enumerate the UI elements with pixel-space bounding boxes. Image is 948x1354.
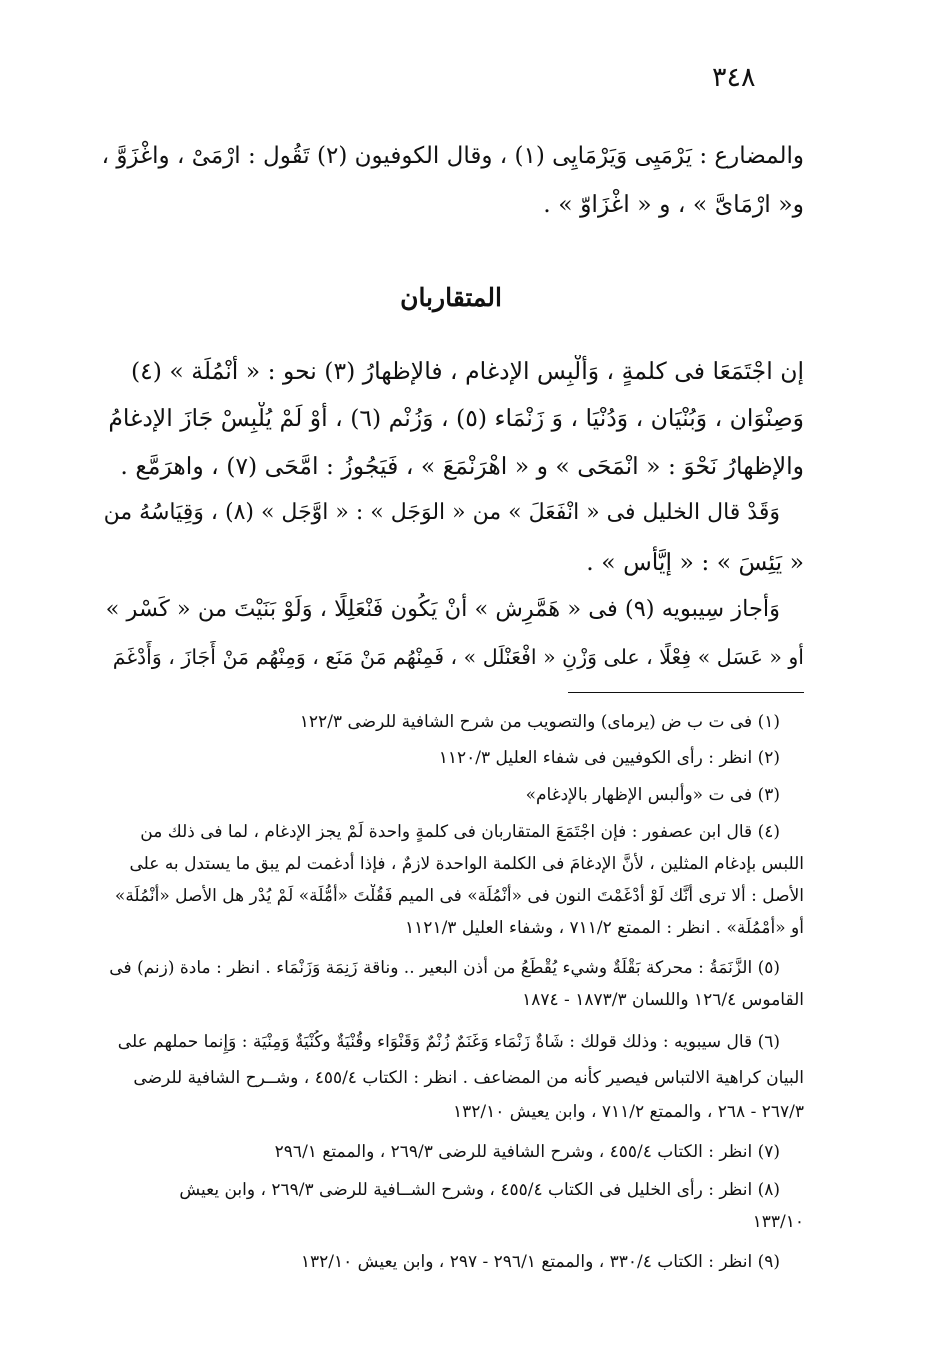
footnote-5-line-2: القاموس ١٢٦/٤ واللسان ١٨٧٣/٣ - ١٨٧٤: [522, 990, 804, 1010]
page-number: ٣٤٨: [712, 62, 756, 93]
body-line-6: وَأَجاز سِيبويه (٩) فى « هَمَّرِش » أَنْ يَكُون فَنْعَلِلًا ، وَلَوْ بَنَيْتَ من « كَسْر »: [105, 596, 780, 622]
footnote-5-line-1: (٥) الزَّنَمَةُ : محركة بَقْلَةٌ وشيء يُقْطَعُ من أذن البعير .. وناقة زَنِمَة وَزَنْمَاء . انظر : مادة (زنم) فى: [109, 958, 780, 978]
body-line-5: « يَئِسَ » : « إيَّأَس » .: [586, 548, 804, 576]
intro-line-2: و« ارْمَاىَّ » ، و « اغْزَاوّ » .: [543, 190, 804, 218]
footnote-3: (٣) فى ت «وألبس الإظهار بالإدغام»: [525, 785, 780, 805]
body-line-4: وَقَدْ قال الخليل فى « انْفَعَلَ » من « الوَجَل » : « اوَّجَل » (٨) ، وَقِيَاسُهُ من: [103, 500, 780, 525]
footnote-6-line-3: ٢٦٧/٣ - ٢٦٨ ، والممتع ٧١١/٢ ، وابن يعيش ١٣٢/١٠: [453, 1102, 804, 1122]
footnote-divider: [568, 692, 804, 693]
footnote-6-line-2: البيان كراهية الالتباس فيصير كأنه من المضاعف . انظر : الكتاب ٤٥٥/٤ ، وشــرح الشافية للرضى: [133, 1068, 804, 1088]
section-title: المتقاربان: [400, 283, 502, 312]
body-line-3: والإظهارُ نَحْوَ : « انْمَحَى » و « اهْرَنْمَعَ » ، فَيَجُوزُ : امَّحَى (٧) ، واهرَمَّع .: [120, 452, 804, 480]
footnote-4-line-1: (٤) قال ابن عصفور : فإن اجْتَمَعَ المتقاربان فى كلمةٍ واحدة لَمْ يجز الإدغام ، لما فى ذلك من: [140, 822, 780, 842]
intro-line-1: والمضارع : يَرْمَيِى وَيَرْمَايِى (١) ، وقال الكوفيون (٢) تَقُول : ارْمَىْ ، واغْزَوَّ ،: [101, 143, 804, 169]
footnote-2: (٢) انظر : رأى الكوفيين فى شفاء العليل ١١٢٠/٣: [438, 748, 780, 768]
footnote-6-line-1: (٦) قال سيبويه : وذلك قولك : شَاةٌ زَنْمَاء وَغَنَمٌ زُنْمٌ وَقَنْوَاء وقُنْيَةٌ وكُنْيَةٌ وَمِنْيَة : وَإِنما حملهم على: [117, 1032, 780, 1052]
footnote-8-line-1: (٨) انظر : رأى الخليل فى الكتاب ٤٥٥/٤ ، وشرح الشــافية للرضى ٢٦٩/٣ ، وابن يعيش: [179, 1180, 780, 1200]
footnote-4-line-3: الأصل : ألا ترى أَنَّك لَوْ أَدْغَمْتَ النون فى «أُنْمُلَة» فى الميم فَقُلْتَ «أُمُّلَة» لَمْ يُدْر هل الأصل «أُنْمُلَة»: [114, 886, 804, 906]
footnote-7: (٧) انظر : الكتاب ٤٥٥/٤ ، وشرح الشافية للرضى ٢٦٩/٣ ، والممتع ٢٩٦/١: [274, 1142, 780, 1162]
body-line-1: إن اجْتَمَعَا فى كلمةٍ ، وَأُلْبِس الإدغام ، فالإظهارُ (٣) نحو : « أُنْمُلَة » (٤): [130, 357, 804, 385]
footnote-8-line-2: ١٣٣/١٠: [752, 1212, 804, 1232]
body-line-2: وَصِنْوَان ، وَبُنْيَان ، وَدُنْيَا ، وَ زَنْمَاء (٥) ، وَزُنْم (٦) ، أَوْ لَمْ يُلْبِسْ جَازَ الإدغامُ: [108, 404, 804, 432]
footnote-1: (١) فى ت ب ض (يرماى) والتصويب من شرح الشافية للرضى ١٢٢/٣: [299, 712, 780, 732]
footnote-4-line-4: أو «أُمْمُلَة» . انظر : الممتع ٧١١/٢ ، وشفاء العليل ١١٢١/٣: [405, 918, 804, 938]
footnote-9: (٩) انظر : الكتاب ٣٣٠/٤ ، والممتع ٢٩٦/١ - ٢٩٧ ، وابن يعيش ١٣٢/١٠: [300, 1252, 780, 1272]
body-line-7: أو « عَسَل » فِعْلًا ، على وَزْنِ « افْعَنْلَل » ، فَمِنْهُم مَنْ مَنَع ، وَمِنْهُم مَنْ أَجَازَ ، وَأَدْغَمَ: [112, 645, 804, 669]
footnote-4-line-2: اللبس بإدغام المثلين ، لأنَّ الإدغامَ فى الكلمة الواحدة لازمٌ ، فإذا أدغمت لم يبق ما يستدل به على: [129, 854, 804, 874]
